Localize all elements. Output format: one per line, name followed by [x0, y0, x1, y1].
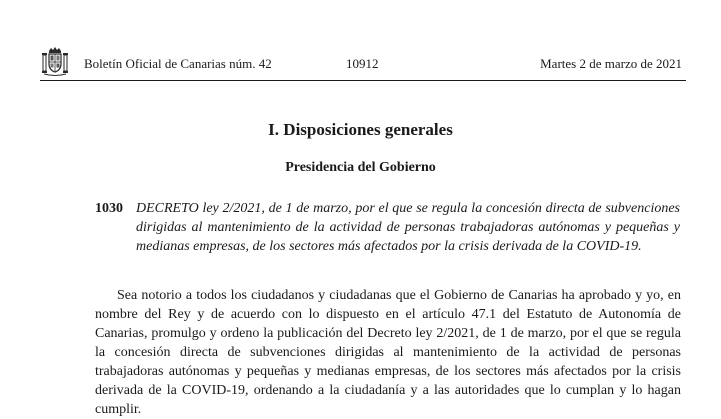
subsection-title: Presidencia del Gobierno: [285, 160, 436, 175]
page-header: [40, 44, 686, 80]
page-number: 10912: [346, 56, 379, 71]
decree-title: DECRETO ley 2/2021, de 1 de marzo, por el que se regula la concesión directa de subvenciones dirigidas al mantenimiento de la actividad de personas trabajadoras autónomas y pequeñas y medianas empresas, de los sectores más afectados por la crisis derivada de la COVID-19.: [136, 201, 680, 254]
publication-date: Martes 2 de marzo de 2021: [540, 56, 682, 71]
publication-name: Boletín Oficial de Canarias núm. 42: [84, 56, 272, 71]
header-divider: [40, 80, 686, 81]
coat-of-arms-icon: [40, 46, 70, 78]
decree-number: 1030: [95, 201, 123, 216]
body-paragraph: Sea notorio a todos los ciudadanos y ciudadanas que el Gobierno de Canarias ha aprobado y yo, en nombre del Rey y de acuerdo con lo dispuesto en el artículo 47.1 del Estatuto de Autonomía de Canarias, promulgo y ordeno la publicación del Decreto ley 2/2021, de 1 de marzo, por el que se regula la concesión directa de subvenciones dirigidas al mantenimiento de la actividad de personas trabajadoras autónomas y pequeñas y medianas empresas, de los sectores más afectados por la crisis derivada de la COVID-19, ordenando a la ciudadanía y a las autoridades que lo cumplan y lo hagan cumplir.: [95, 288, 681, 417]
section-title: I. Disposiciones generales: [268, 120, 453, 139]
